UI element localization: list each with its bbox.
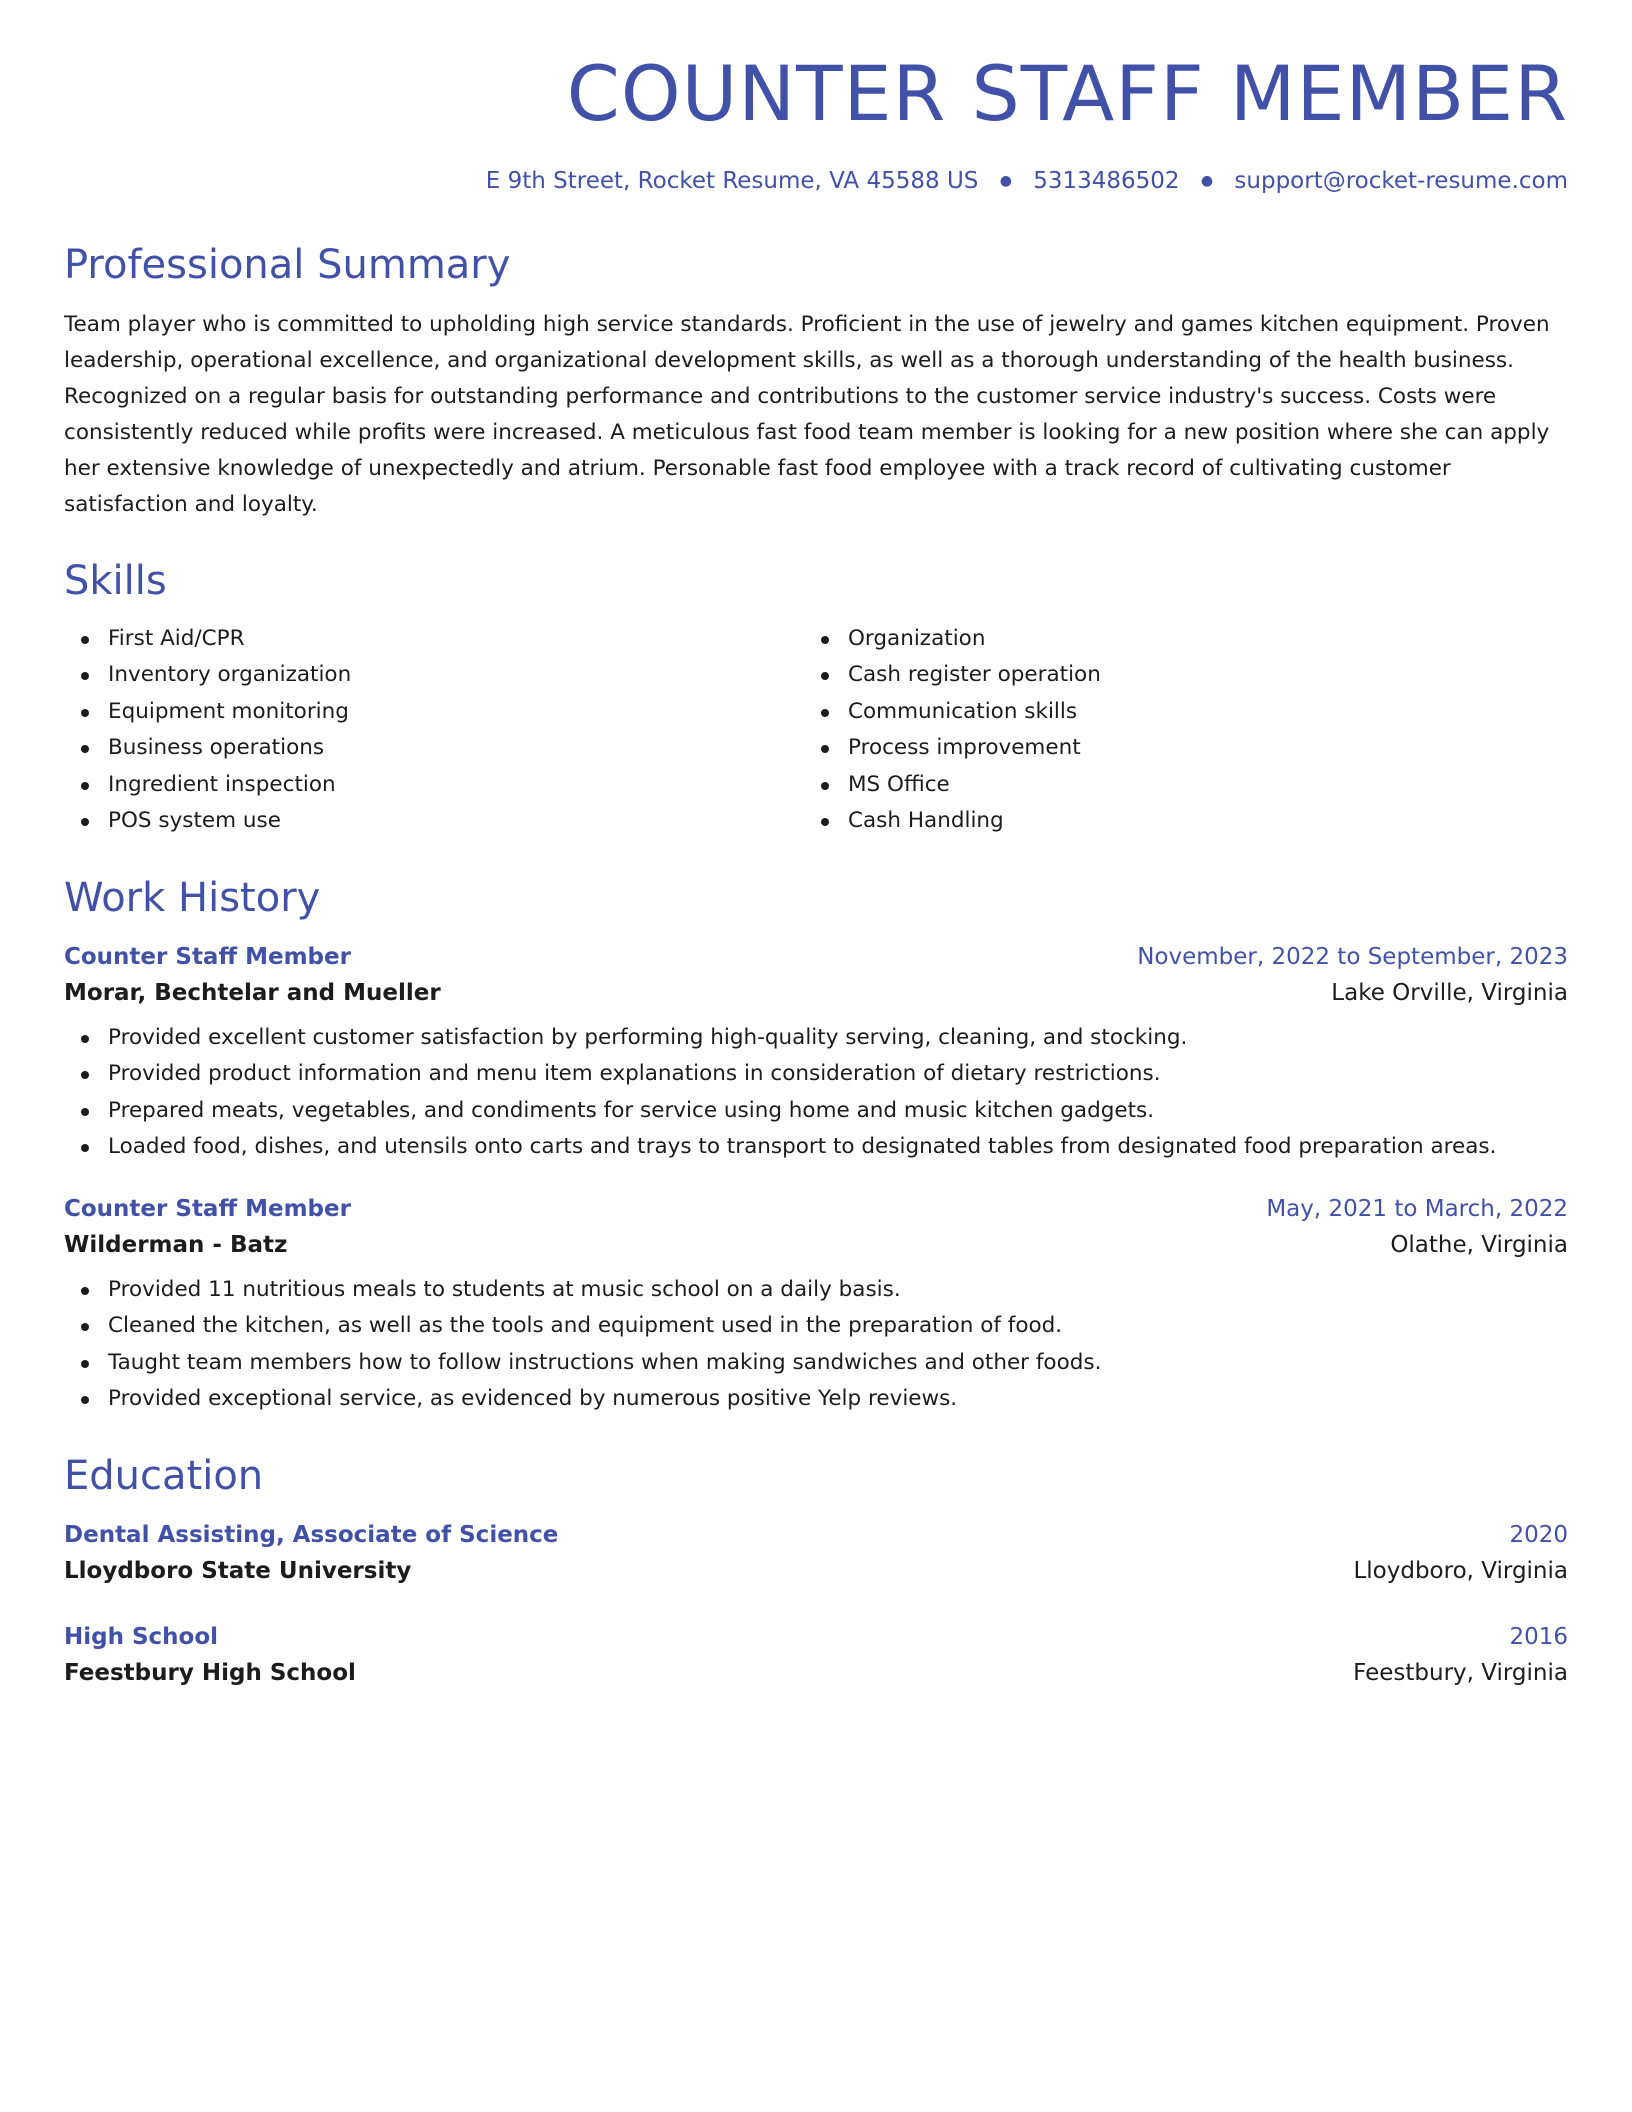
skill-item: Inventory organization [64,657,804,694]
education-location: Feestbury, Virginia [1353,1659,1568,1686]
job-location: Lake Orville, Virginia [1331,979,1568,1006]
job-duty: Loaded food, dishes, and utensils onto carts and trays to transport to designated tables from designated food preparation areas. [64,1129,1568,1166]
separator-dot-icon: ● [999,173,1012,190]
job-location: Olathe, Virginia [1390,1231,1568,1258]
job-employer-row [64,980,1568,1006]
education-school-row [64,1558,1568,1584]
contact-email: support@rocket-resume.com [1234,167,1568,194]
job-dates: November, 2022 to September, 2023 [1137,943,1568,970]
job-duty: Cleaned the kitchen, as well as the tools and equipment used in the preparation of food. [64,1308,1568,1345]
skills-column-left [64,621,804,840]
job-employer-row [64,1232,1568,1258]
education-school: Feestbury High School [64,1659,356,1686]
education-entry [64,1624,1568,1686]
work-history-heading: Work History [64,874,321,921]
skills-column-right [804,621,1544,840]
job-duty: Prepared meats, vegetables, and condiments for service using home and music kitchen gadgets. [64,1093,1568,1130]
job-duty: Provided excellent customer satisfaction by performing high-quality serving, cleaning, and stocking. [64,1020,1568,1057]
job-entry [64,944,1568,1166]
resume-title: COUNTER STAFF MEMBER [566,49,1568,138]
education-location: Lloydboro, Virginia [1353,1557,1568,1584]
education-header-row [64,1522,1568,1548]
education-entry [64,1522,1568,1584]
job-duties-list [64,1020,1568,1166]
job-employer: Morar, Bechtelar and Mueller [64,979,441,1006]
job-entry [64,1196,1568,1418]
education-degree: High School [64,1623,219,1650]
job-title: Counter Staff Member [64,943,351,970]
education-degree: Dental Assisting, Associate of Science [64,1521,559,1548]
skill-item: POS system use [64,803,804,840]
skill-item: Process improvement [804,730,1544,767]
work-history-section [64,874,1568,1418]
job-duty: Provided product information and menu item explanations in consideration of dietary restrictions. [64,1056,1568,1093]
skill-item: Cash Handling [804,803,1544,840]
skill-item: First Aid/CPR [64,621,804,658]
job-header-row [64,1196,1568,1222]
skills-list [64,621,1568,840]
skills-section [64,557,1568,840]
skill-item: Business operations [64,730,804,767]
contact-address: E 9th Street, Rocket Resume, VA 45588 US [485,167,979,194]
skill-item: Ingredient inspection [64,767,804,804]
education-heading: Education [64,1452,264,1499]
job-duties-list [64,1272,1568,1418]
summary-text: Team player who is committed to upholding high service standards. Proficient in the use of jewelry and games kitchen equipment. Proven leadership, operational excellence, and organizational development skills, as well as a thorough understanding of the health business. Recognized on a regular basis for outstanding performance and contributions to the customer service industry's success. Costs were consistently reduced while profits were increased. A meticulous fast food team member is looking for a new position where she can apply her extensive knowledge of unexpectedly and atrium. Personable fast food employee with a track record of cultivating customer satisfaction and loyalty. [64,311,1550,517]
education-section [64,1452,1568,1686]
education-school-row [64,1660,1568,1686]
job-duty: Provided 11 nutritious meals to students at music school on a daily basis. [64,1272,1568,1309]
education-school: Lloydboro State University [64,1557,412,1584]
contact-phone: 5313486502 [1033,167,1180,194]
job-header-row [64,944,1568,970]
job-title: Counter Staff Member [64,1195,351,1222]
skill-item: Equipment monitoring [64,694,804,731]
skill-item: Organization [804,621,1544,658]
education-header-row [64,1624,1568,1650]
education-year: 2016 [1509,1623,1568,1650]
skills-heading: Skills [64,557,167,604]
skill-item: Communication skills [804,694,1544,731]
job-duty: Taught team members how to follow instructions when making sandwiches and other foods. [64,1345,1568,1382]
skill-item: MS Office [804,767,1544,804]
education-year: 2020 [1509,1521,1568,1548]
summary-section [64,241,1568,523]
job-duty: Provided exceptional service, as evidenced by numerous positive Yelp reviews. [64,1381,1568,1418]
contact-line [64,167,1568,194]
job-employer: Wilderman - Batz [64,1231,288,1258]
summary-heading: Professional Summary [64,241,511,288]
separator-dot-icon: ● [1200,173,1214,190]
job-dates: May, 2021 to March, 2022 [1266,1195,1568,1222]
skill-item: Cash register operation [804,657,1544,694]
